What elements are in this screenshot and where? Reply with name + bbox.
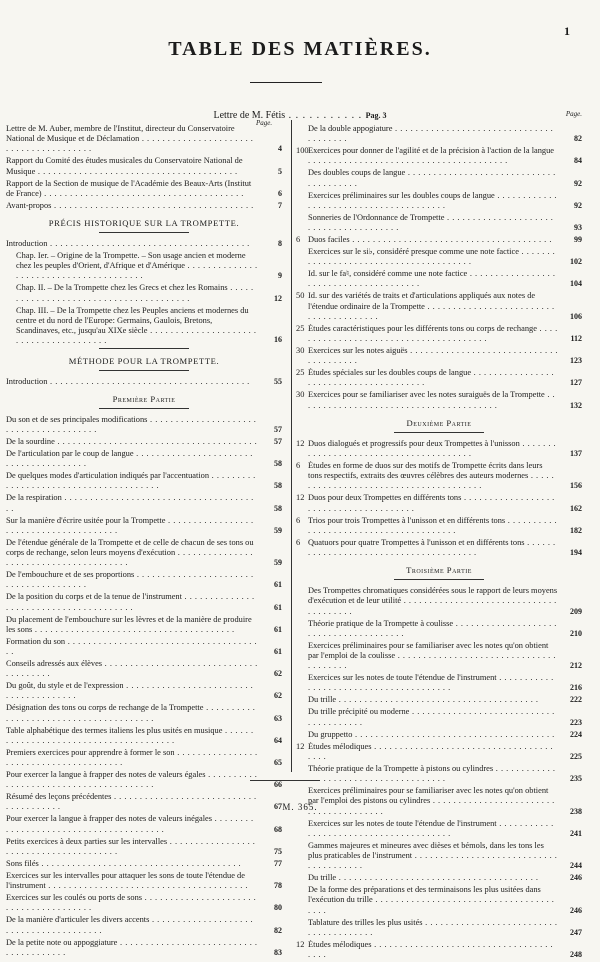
- entry-title: Pour exercer la langue à frapper des notes de valeurs égales . . .: [6, 770, 258, 790]
- toc-entry: [6, 251, 282, 282]
- toc-entry: [6, 415, 282, 435]
- entry-title: Duos dialogués et progressifs pour deux Trompettes à l'unisson . . .: [296, 439, 558, 459]
- precis-heading: PRÉCIS HISTORIQUE SUR LA TROMPETTE.: [48, 218, 240, 229]
- entry-page: 67: [274, 802, 282, 812]
- entry-title: Exercices sur les notes de toute l'étendue de l'instrument . . .: [296, 673, 558, 693]
- entry-title: Sons filés . . .: [6, 859, 258, 869]
- page-number: 1: [564, 24, 570, 38]
- entry-page: 8: [278, 239, 282, 249]
- entry-page: 59: [274, 558, 282, 568]
- entry-count: 50: [296, 291, 305, 301]
- letter-label: Lettre de M. Fétis: [213, 110, 286, 121]
- toc-entry: [296, 324, 582, 344]
- entry-page: 58: [274, 481, 282, 491]
- footer-rule: [250, 780, 320, 781]
- entry-title: De la petite note ou appoggiature . . .: [6, 938, 258, 958]
- entry-page: 12: [274, 293, 282, 303]
- entry-page: 241: [570, 828, 582, 838]
- entry-title: De la position du corps et de la tenue de l'instrument . . .: [6, 592, 258, 612]
- entry-title: De la manière d'articuler les divers accents . . .: [6, 915, 258, 935]
- entry-page: 212: [570, 661, 582, 671]
- toc-entry: [296, 516, 582, 536]
- entry-page: 247: [570, 927, 582, 937]
- left-page-heading: Page.: [256, 119, 273, 127]
- entry-page: 132: [570, 400, 582, 410]
- toc-entry: [6, 377, 282, 387]
- entry-title: Premiers exercices pour apprendre à former le son . . .: [6, 748, 258, 768]
- entry-page: 225: [570, 751, 582, 761]
- column-divider: [291, 120, 292, 772]
- entry-page: 194: [570, 548, 582, 558]
- entry-title: Petits exercices à deux parties sur les intervalles . . .: [6, 837, 258, 857]
- toc-entry: [296, 641, 582, 672]
- toc-entry: [296, 764, 582, 784]
- entry-page: 102: [570, 257, 582, 267]
- entry-page: 57: [274, 437, 282, 447]
- toc-entry: [296, 291, 582, 322]
- entry-title: Sur la manière d'écrire usitée pour la Trompette . . .: [6, 516, 258, 536]
- toc-entry: [296, 439, 582, 459]
- toc-entry: [296, 538, 582, 558]
- toc-entry: [296, 168, 582, 188]
- entry-page: 61: [274, 647, 282, 657]
- part2-list: [296, 439, 582, 558]
- toc-entry: [6, 871, 282, 891]
- entry-title: Exercices pour se familiariser avec les notes suraiguës de la Trompette . . .: [296, 390, 558, 410]
- entry-title: De l'embouchure et de ses proportions . . .: [6, 570, 258, 590]
- toc-entry: [6, 306, 282, 346]
- part1-list: [6, 415, 282, 958]
- section-rule: [99, 232, 189, 233]
- entry-page: 84: [574, 156, 582, 166]
- toc-entry: [296, 461, 582, 492]
- toc-entry: [296, 269, 582, 289]
- part1-continued-list: [296, 124, 582, 411]
- entry-page: 93: [574, 223, 582, 233]
- entry-title: De l'articulation par le coup de langue . . .: [6, 449, 258, 469]
- entry-page: 112: [570, 334, 582, 344]
- entry-title: Exercices sur les coulés ou ports de sons . . .: [6, 893, 258, 913]
- toc-entry: [6, 538, 282, 569]
- entry-count: 6: [296, 461, 301, 471]
- toc-entry: [6, 726, 282, 746]
- entry-page: 62: [274, 691, 282, 701]
- entry-page: 63: [274, 713, 282, 723]
- entry-page: 9: [278, 271, 282, 281]
- section-rule: [394, 432, 484, 433]
- entry-title: De la respiration . . .: [6, 493, 258, 513]
- toc-entry: [6, 938, 282, 958]
- section-rule: [99, 348, 189, 349]
- methode-heading: MÉTHODE POUR LA TROMPETTE.: [68, 355, 220, 366]
- toc-entry: [296, 247, 582, 267]
- entry-title: Des Trompettes chromatiques considérées sous le rapport de leurs moyens d'exécution et de leur utilité . . .: [296, 586, 558, 617]
- entry-title: Id. sur le fa♮, considéré comme une note factice . . .: [296, 269, 558, 289]
- entry-title: Pour exercer la langue à frapper des notes de valeurs inégales . . .: [6, 814, 258, 834]
- entry-page: 224: [570, 729, 582, 739]
- front-matter-list: [6, 124, 282, 211]
- entry-page: 80: [274, 903, 282, 913]
- toc-entry: [6, 437, 282, 447]
- entry-page: 246: [570, 873, 582, 883]
- entry-title: Exercices sur les intervalles pour attaquer les sons de toute l'étendue de l'instrument . . .: [6, 871, 258, 891]
- entry-page: 92: [574, 178, 582, 188]
- right-page-heading: Page.: [565, 110, 582, 118]
- entry-page: 62: [274, 669, 282, 679]
- entry-title: Duos pour deux Trompettes en différents tons . . .: [296, 493, 558, 513]
- entry-page: 246: [570, 905, 582, 915]
- entry-page: 244: [570, 861, 582, 871]
- toc-entry: [6, 814, 282, 834]
- entry-title: Chap. II. – De la Trompette chez les Grecs et chez les Romains . . .: [6, 283, 258, 303]
- toc-entry: [296, 586, 582, 617]
- entry-page: 92: [574, 200, 582, 210]
- toc-entry: [6, 283, 282, 303]
- toc-entry: [6, 703, 282, 723]
- entry-page: 182: [570, 525, 582, 535]
- entry-page: 82: [274, 925, 282, 935]
- entry-title: Exercices sur les notes de toute l'étendue de l'instrument . . .: [296, 819, 558, 839]
- entry-title: Résumé des leçons précédentes . . .: [6, 792, 258, 812]
- precis-list: [6, 239, 282, 346]
- entry-title: Théorie pratique de la Trompette à coulisse . . .: [296, 619, 558, 639]
- entry-count: 6: [296, 235, 301, 245]
- entry-page: 77: [274, 858, 282, 868]
- entry-title: Études mélodiques . . .: [296, 742, 558, 762]
- entry-title: Chap. Ier. – Origine de la Trompette. – Son usage ancien et moderne chez les peuples d'Orient, d'Afrique et d'Amérique . . .: [6, 251, 258, 282]
- toc-entry: [6, 124, 282, 155]
- entry-count: 12: [296, 493, 305, 503]
- page-title: TABLE DES MATIÈRES.: [168, 38, 432, 60]
- entry-title: Formation du son . . .: [6, 637, 258, 657]
- entry-page: 59: [274, 525, 282, 535]
- toc-entry: [296, 673, 582, 693]
- entry-title: De la forme des préparations et des terminaisons les plus usitées dans l'exécution du trille . . .: [296, 885, 558, 916]
- toc-entry: [296, 742, 582, 762]
- entry-page: 216: [570, 683, 582, 693]
- toc-entry: [6, 201, 282, 211]
- entry-title: Tablature des trilles les plus usités . . .: [296, 918, 558, 938]
- entry-page: 61: [274, 602, 282, 612]
- entry-title: Du trille . . .: [296, 873, 558, 883]
- entry-page: 6: [278, 188, 282, 198]
- entry-page: 78: [274, 881, 282, 891]
- entry-page: 58: [274, 459, 282, 469]
- toc-entry: [6, 156, 282, 176]
- entry-count: 12: [296, 741, 305, 751]
- toc-entry: [6, 592, 282, 612]
- toc-entry: [296, 346, 582, 366]
- entry-title: Du placement de l'embouchure sur les lèvres et de la manière de produire les sons . . .: [6, 615, 258, 635]
- toc-entry: [296, 146, 582, 166]
- toc-entry: [296, 873, 582, 883]
- leader-dots: . . . . . . . . . . .: [285, 110, 366, 121]
- entry-page: 238: [570, 806, 582, 816]
- toc-entry: [296, 819, 582, 839]
- entry-count: 6: [296, 537, 301, 547]
- entry-count: 25: [296, 368, 305, 378]
- entry-title: Exercices préliminaires sur les doubles coups de langue . . .: [296, 191, 558, 211]
- toc-entry: [6, 449, 282, 469]
- right-column: [296, 124, 582, 962]
- entry-count: 12: [296, 438, 305, 448]
- entry-title: Lettre de M. Auber, membre de l'Institut, directeur du Conservatoire National de Musique et de Déclamation . . .: [6, 124, 258, 155]
- entry-page: 235: [570, 774, 582, 784]
- toc-entry: [296, 493, 582, 513]
- toc-entry: [6, 915, 282, 935]
- entry-title: Études spéciales sur les doubles coups de langue . . .: [296, 368, 558, 388]
- entry-page: 68: [274, 824, 282, 834]
- entry-count: 30: [296, 346, 305, 356]
- entry-title: Exercices préliminaires pour se familiariser avec les notes qu'on obtient par l'emploi des pistons ou cylindres . . .: [296, 786, 558, 817]
- entry-title: Id. sur des variétés de traits et d'articulations appliqués aux notes de l'étendue ordinaire de la Trompette . . .: [296, 291, 558, 322]
- entry-page: 55: [274, 376, 282, 386]
- entry-page: 162: [570, 503, 582, 513]
- entry-page: 156: [570, 481, 582, 491]
- section-rule: [394, 579, 484, 580]
- part3-list: [296, 586, 582, 960]
- toc-entry: [6, 570, 282, 590]
- toc-entry: [296, 213, 582, 233]
- entry-title: De quelques modes d'articulation indiqués par l'accentuation . . .: [6, 471, 258, 491]
- toc-entry: [6, 516, 282, 536]
- entry-page: 209: [570, 606, 582, 616]
- plate-number: M. 365.: [282, 802, 318, 812]
- toc-entry: [6, 637, 282, 657]
- entry-page: 210: [570, 628, 582, 638]
- entry-title: Chap. III. – De la Trompette chez les Peuples anciens et modernes du centre et du nord de l'Europe: Germains, Gaulois, Bretons, Scandinaves, etc., jusqu'au XIXe siècle . . .: [6, 306, 258, 346]
- entry-page: 57: [274, 425, 282, 435]
- entry-title: Duos faciles . . .: [296, 235, 558, 245]
- toc-entry: [296, 390, 582, 410]
- entry-title: Avant-propos . . .: [6, 201, 258, 211]
- entry-count: 6: [296, 515, 301, 525]
- entry-page: 61: [274, 624, 282, 634]
- entry-count: 25: [296, 323, 305, 333]
- entry-title: Théorie pratique de la Trompette à pistons ou cylindres . . .: [296, 764, 558, 784]
- entry-page: 222: [570, 695, 582, 705]
- toc-entry: [6, 770, 282, 790]
- toc-entry: [6, 659, 282, 679]
- entry-title: Du trille précipité ou moderne . . .: [296, 707, 558, 727]
- entry-title: Du trille . . .: [296, 695, 558, 705]
- entry-title: Du gruppetto . . .: [296, 730, 558, 740]
- entry-page: 83: [274, 947, 282, 957]
- entry-title: Gammes majeures et mineures avec dièses et bémols, dans les tons les plus praticables de l'instrument . . .: [296, 841, 558, 872]
- entry-count: 100: [296, 146, 309, 156]
- entry-page: 75: [274, 846, 282, 856]
- entry-title: De la sourdine . . .: [6, 437, 258, 447]
- entry-title: Études en forme de duos sur des motifs de Trompette écrits dans leurs tons respectifs, extraits des œuvres célèbres des auteurs modernes . . .: [296, 461, 558, 492]
- entry-title: Introduction . . .: [6, 239, 258, 249]
- entry-title: Études mélodiques . . .: [296, 940, 558, 960]
- entry-page: 7: [278, 200, 282, 210]
- entry-title: Des doubles coups de langue . . .: [296, 168, 558, 188]
- toc-entry: [296, 918, 582, 938]
- entry-title: Du son et de ses principales modifications . . .: [6, 415, 258, 435]
- toc-entry: [296, 191, 582, 211]
- toc-entry: [296, 695, 582, 705]
- entry-page: 106: [570, 311, 582, 321]
- entry-page: 16: [274, 335, 282, 345]
- entry-page: 137: [570, 449, 582, 459]
- entry-title: Désignation des tons ou corps de rechange de la Trompette . . .: [6, 703, 258, 723]
- entry-page: 4: [278, 144, 282, 154]
- toc-entry: [6, 615, 282, 635]
- entry-page: 104: [570, 279, 582, 289]
- section-rule: [99, 370, 189, 371]
- toc-entry: [296, 841, 582, 872]
- entry-page: 248: [570, 949, 582, 959]
- entry-title: Exercices sur le si♭, considéré presque comme une note factice . . .: [296, 247, 558, 267]
- toc-entry: [296, 235, 582, 245]
- toc-entry: [296, 707, 582, 727]
- section-rule: [99, 408, 189, 409]
- entry-title: Sonneries de l'Ordonnance de Trompette . . .: [296, 213, 558, 233]
- entry-title: Exercices préliminaires pour se familiariser avec les notes qu'on obtient par l'emploi de la coulisse . . .: [296, 641, 558, 672]
- entry-title: De l'étendue générale de la Trompette et de celle de chacun de ses tons ou corps de rechange, selon leurs moyens d'exécution . . .: [6, 538, 258, 569]
- entry-page: 66: [274, 780, 282, 790]
- methode-list: [6, 377, 282, 387]
- toc-entry: [6, 471, 282, 491]
- entry-title: Quatuors pour quatre Trompettes à l'unisson et en différents tons . . .: [296, 538, 558, 558]
- entry-title: Exercices sur les notes aiguës . . .: [296, 346, 558, 366]
- toc-entry: [296, 885, 582, 916]
- toc-entry: [296, 619, 582, 639]
- letter-fetis-entry: [0, 110, 600, 121]
- part1-heading: Première Partie: [112, 393, 176, 404]
- toc-entry: [6, 893, 282, 913]
- toc-entry: [6, 859, 282, 869]
- entry-title: Rapport de la Section de musique de l'Académie des Beaux-Arts (Institut de France) . . .: [6, 179, 258, 199]
- entry-title: Études caractéristiques pour les différents tons ou corps de rechange . . .: [296, 324, 558, 344]
- entry-title: Table alphabétique des termes italiens les plus usités en musique . . .: [6, 726, 258, 746]
- toc-entry: [6, 179, 282, 199]
- toc-entry: [296, 124, 582, 144]
- entry-page: 64: [274, 735, 282, 745]
- entry-title: Rapport du Comité des études musicales du Conservatoire National de Musique . . .: [6, 156, 258, 176]
- title-rule: [250, 82, 322, 83]
- part3-heading: Troisième Partie: [406, 565, 472, 576]
- letter-page: Pag. 3: [365, 111, 387, 120]
- toc-entry: [6, 493, 282, 513]
- entry-count: 30: [296, 390, 305, 400]
- toc-entry: [296, 940, 582, 960]
- entry-page: 82: [574, 134, 582, 144]
- toc-entry: [6, 681, 282, 701]
- toc-entry: [6, 748, 282, 768]
- part2-heading: Deuxième Partie: [406, 417, 472, 428]
- entry-page: 65: [274, 758, 282, 768]
- entry-page: 123: [570, 356, 582, 366]
- entry-title: Conseils adressés aux élèves . . .: [6, 659, 258, 679]
- entry-title: Introduction . . .: [6, 377, 258, 387]
- toc-entry: [296, 368, 582, 388]
- entry-page: 5: [278, 166, 282, 176]
- toc-entry: [296, 730, 582, 740]
- entry-title: Trios pour trois Trompettes à l'unisson et en différents tons . . .: [296, 516, 558, 536]
- entry-page: 61: [274, 580, 282, 590]
- entry-title: Du goût, du style et de l'expression . . .: [6, 681, 258, 701]
- toc-entry: [6, 837, 282, 857]
- entry-page: 223: [570, 717, 582, 727]
- entry-title: De la double appogiature . . .: [296, 124, 558, 144]
- entry-title: Exercices pour donner de l'agilité et de la précision à l'action de la langue . . .: [296, 146, 558, 166]
- toc-entry: [6, 239, 282, 249]
- entry-page: 58: [274, 503, 282, 513]
- entry-page: 127: [570, 378, 582, 388]
- entry-count: 12: [296, 939, 305, 949]
- left-column: [6, 124, 282, 960]
- entry-page: 99: [574, 235, 582, 245]
